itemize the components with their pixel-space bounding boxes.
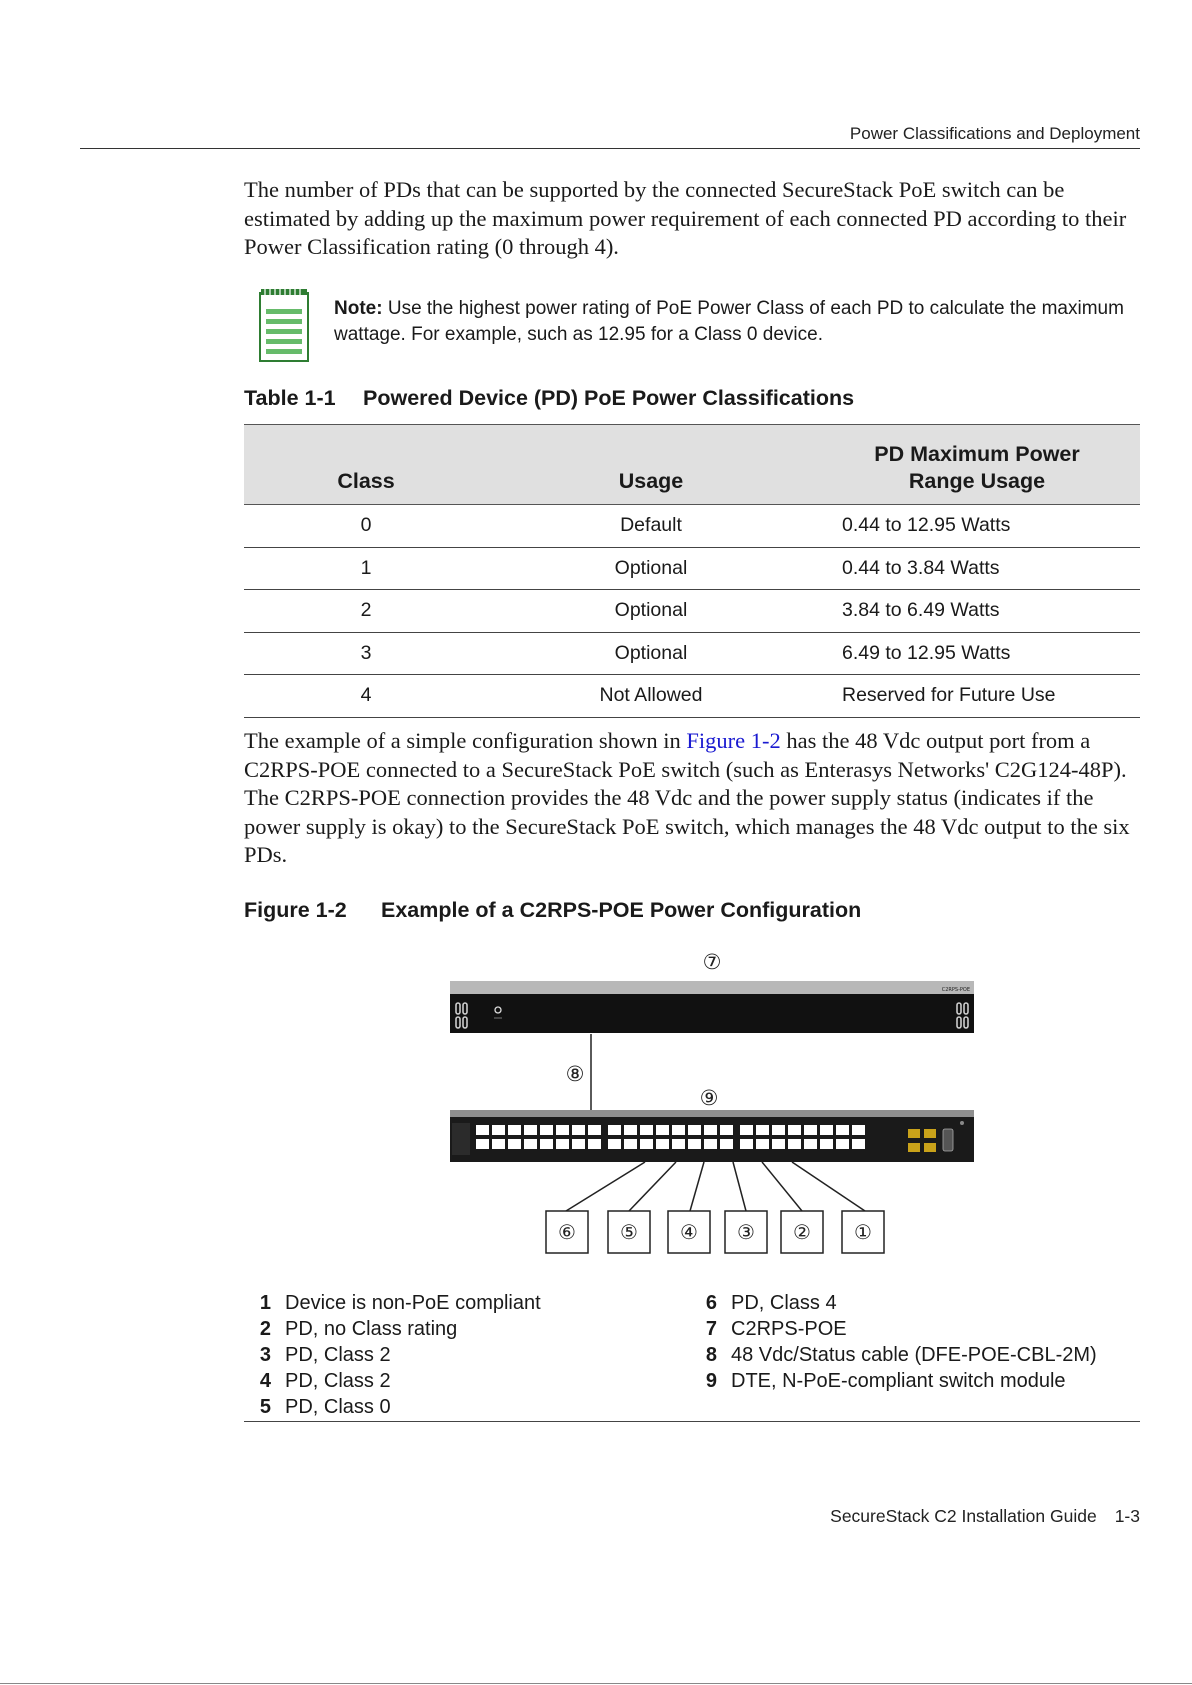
switch-port	[508, 1125, 521, 1135]
legend-item	[690, 1316, 1097, 1342]
header-power-range	[814, 425, 1140, 505]
power-class-table	[244, 424, 1140, 718]
switch-port	[720, 1125, 733, 1135]
switch-port	[572, 1139, 585, 1149]
switch-port	[556, 1125, 569, 1135]
table-row	[244, 590, 1140, 633]
legend-item	[244, 1368, 541, 1394]
switch-port	[704, 1125, 717, 1135]
table-caption	[244, 386, 854, 411]
note-body: Use the highest power rating of PoE Power Class of each PD to calculate the maximum wattage. For example, such as 12.95 for a Class 0 device.	[334, 298, 1124, 345]
header-power-range-line1: PD Maximum Power	[874, 442, 1080, 466]
header-power-range-line2: Range Usage	[908, 469, 1046, 493]
switch-port	[588, 1125, 601, 1135]
callout-3: ③	[737, 1220, 755, 1244]
switch-port	[540, 1125, 553, 1135]
switch-port	[624, 1125, 637, 1135]
switch-port	[572, 1125, 585, 1135]
switch-port	[788, 1139, 801, 1149]
cell-power-range: 3.84 to 6.49 Watts	[814, 590, 1140, 633]
callout-8: ⑧	[565, 1062, 585, 1086]
legend-text: PD, Class 2	[285, 1344, 391, 1366]
cell-power-range: 6.49 to 12.95 Watts	[814, 632, 1140, 675]
cell-class: 0	[244, 505, 488, 548]
switch-port	[672, 1139, 685, 1149]
page-bottom-rule	[0, 1683, 1192, 1684]
switch-port	[804, 1125, 817, 1135]
switch-port	[772, 1125, 785, 1135]
legend-item	[244, 1316, 541, 1342]
example-paragraph	[244, 727, 1144, 870]
legend-item	[690, 1342, 1097, 1368]
example-text-end: has the 48 Vdc output port from a C2RPS-POE connected to a SecureStack PoE switch (such as Enterasys Networks' C2G124-48P). The C2RPS-POE connection provides the 48 Vdc and the power supply status (indicates if the power supply is okay) to the SecureStack PoE switch, which manages the 48 Vdc output to the six PDs.	[244, 728, 1130, 867]
figure-title: Example of a C2RPS-POE Power Configuration	[381, 898, 862, 922]
figure-number: Figure 1-2	[244, 898, 347, 922]
legend-left	[244, 1290, 541, 1420]
legend-text: Device is non-PoE compliant	[285, 1292, 541, 1314]
switch-port	[640, 1125, 653, 1135]
switch-port	[740, 1125, 753, 1135]
switch-port	[476, 1125, 489, 1135]
note-label: Note:	[334, 298, 383, 319]
table-row	[244, 632, 1140, 675]
note-text	[334, 296, 1124, 348]
legend-number: 7	[705, 1318, 717, 1340]
page-number: 1-3	[1114, 1506, 1140, 1526]
legend-number: 8	[705, 1344, 717, 1366]
legend-item	[690, 1290, 1097, 1316]
switch-port	[788, 1125, 801, 1135]
cell-power-range: 0.44 to 12.95 Watts	[814, 505, 1140, 548]
switch-port	[492, 1125, 505, 1135]
switch-port	[476, 1139, 489, 1149]
legend-text: PD, no Class rating	[285, 1318, 458, 1340]
switch-port	[608, 1125, 621, 1135]
cell-power-range: 0.44 to 3.84 Watts	[814, 547, 1140, 590]
switch-port	[524, 1125, 537, 1135]
legend-number: 5	[259, 1396, 271, 1418]
intro-paragraph-text: The number of PDs that can be supported by the connected SecureStack PoE switch can be estimated by adding up the maximum power requirement of each connected PD according to their Power Classification rating (0 through 4).	[244, 177, 1127, 259]
switch-port	[608, 1139, 621, 1149]
legend-right	[690, 1290, 1097, 1394]
callout-9: ⑨	[699, 1086, 719, 1110]
switch-port	[672, 1125, 685, 1135]
power-configuration-diagram	[440, 945, 980, 1255]
switch-port	[688, 1139, 701, 1149]
legend-number: 1	[259, 1292, 271, 1314]
table-number: Table 1-1	[244, 386, 336, 410]
cell-class: 3	[244, 632, 488, 675]
legend-text: PD, Class 0	[285, 1396, 391, 1418]
table-row	[244, 675, 1140, 718]
switch-port	[624, 1139, 637, 1149]
c2rps-poe-chassis	[450, 981, 974, 1033]
callout-2: ②	[793, 1220, 811, 1244]
table-title: Powered Device (PD) PoE Power Classifications	[363, 386, 855, 410]
switch-port	[508, 1139, 521, 1149]
legend-text: 48 Vdc/Status cable (DFE-POE-CBL-2M)	[731, 1344, 1097, 1366]
legend-item	[690, 1368, 1097, 1394]
table-row	[244, 505, 1140, 548]
cell-class: 4	[244, 675, 488, 718]
legend-item	[244, 1342, 541, 1368]
intro-paragraph	[244, 176, 1144, 262]
cell-usage: Not Allowed	[488, 675, 814, 718]
pd-connectors	[566, 1162, 865, 1211]
callout-5: ⑤	[620, 1220, 638, 1244]
switch-port	[540, 1139, 553, 1149]
header-rule	[80, 148, 1140, 149]
running-header: Power Classifications and Deployment	[849, 124, 1140, 143]
legend-text: PD, Class 2	[285, 1370, 391, 1392]
cell-usage: Optional	[488, 590, 814, 633]
switch-port	[720, 1139, 733, 1149]
pd-boxes	[546, 1211, 884, 1253]
switch-port	[656, 1125, 669, 1135]
switch-port	[588, 1139, 601, 1149]
legend-item	[244, 1394, 541, 1420]
switch-port	[756, 1139, 769, 1149]
cell-usage: Optional	[488, 632, 814, 675]
cell-usage: Optional	[488, 547, 814, 590]
legend-number: 6	[705, 1292, 717, 1314]
switch-port	[640, 1139, 653, 1149]
legend-text: DTE, N-PoE-compliant switch module	[731, 1370, 1066, 1392]
switch-port	[740, 1139, 753, 1149]
switch-port	[836, 1139, 849, 1149]
callout-7: ⑦	[702, 950, 722, 974]
switch-port	[804, 1139, 817, 1149]
switch-port	[704, 1139, 717, 1149]
legend-text: C2RPS-POE	[731, 1318, 847, 1340]
switch-port	[820, 1125, 833, 1135]
footer-guide-title: SecureStack C2 Installation Guide	[830, 1506, 1097, 1526]
callout-4: ④	[680, 1220, 698, 1244]
callout-6: ⑥	[558, 1220, 576, 1244]
page-footer	[830, 1506, 1140, 1527]
cell-usage: Default	[488, 505, 814, 548]
legend-number: 4	[259, 1370, 271, 1392]
notepad-icon	[258, 287, 310, 363]
legend-number: 9	[705, 1370, 717, 1392]
switch-port	[852, 1139, 865, 1149]
legend-text: PD, Class 4	[731, 1292, 837, 1314]
chassis-label: C2RPS-POE	[941, 987, 970, 993]
switch-port	[820, 1139, 833, 1149]
legend-item	[244, 1290, 541, 1316]
callout-1: ①	[854, 1220, 872, 1244]
switch-port	[656, 1139, 669, 1149]
table-row	[244, 547, 1140, 590]
legend-number: 3	[259, 1344, 271, 1366]
switch-port	[772, 1139, 785, 1149]
poe-switch	[450, 1110, 974, 1162]
header-class: Class	[337, 469, 395, 493]
switch-port	[756, 1125, 769, 1135]
figure-caption	[244, 898, 861, 923]
example-text-start: The example of a simple configuration shown in	[244, 728, 687, 753]
switch-port	[492, 1139, 505, 1149]
switch-port	[836, 1125, 849, 1135]
cell-power-range: Reserved for Future Use	[814, 675, 1140, 718]
switch-port	[688, 1125, 701, 1135]
table-header-row	[244, 425, 1140, 505]
cell-class: 2	[244, 590, 488, 633]
legend-rule	[244, 1421, 1140, 1422]
header-usage: Usage	[618, 469, 684, 493]
cell-class: 1	[244, 547, 488, 590]
switch-port	[852, 1125, 865, 1135]
switch-port	[524, 1139, 537, 1149]
switch-port	[556, 1139, 569, 1149]
legend-number: 2	[259, 1318, 271, 1340]
figure-link[interactable]: Figure 1-2	[686, 728, 781, 753]
